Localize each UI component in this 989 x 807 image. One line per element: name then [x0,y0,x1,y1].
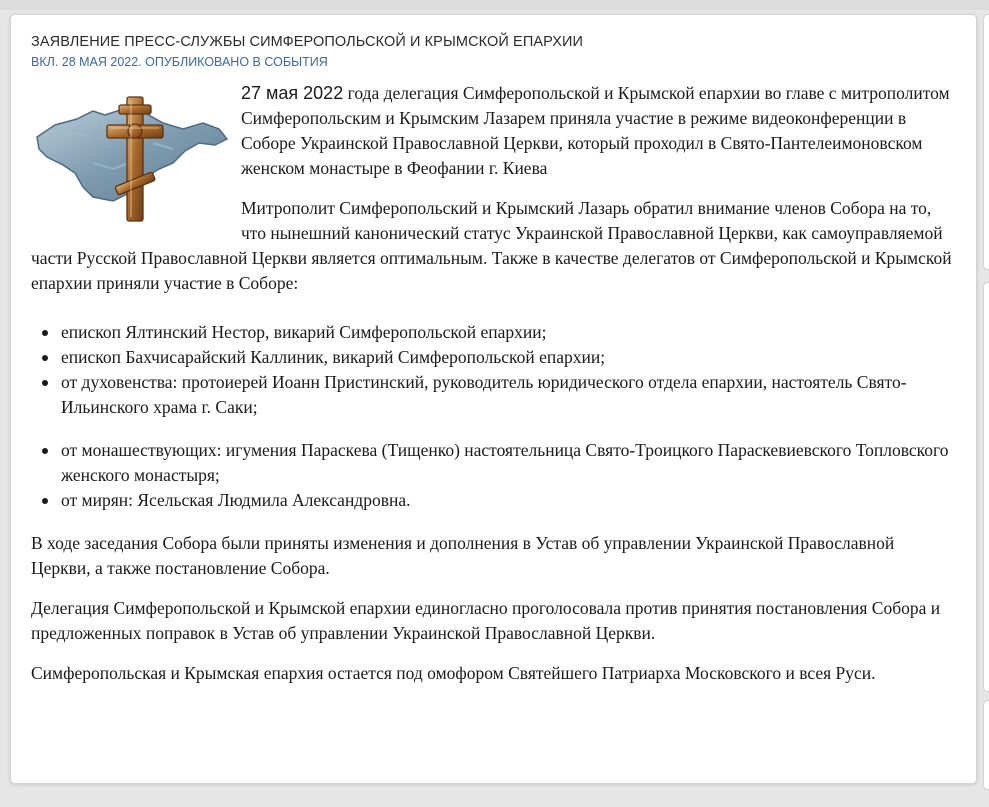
paragraph-statement: Митрополит Симферопольский и Крымский Лазарь обратил внимание членов Собора на то, что нынешний канонический статус Украинской Православной Церкви, как самоуправляемой части Русской Православной Церкви является оптимальным. Также в качестве делегатов от Симферопольской и Крымской епархии приняли участие в Соборе: [31,198,952,293]
list-item: от мирян: Ясельская Людмила Александровна. [31,488,956,513]
adjacent-card [983,282,989,692]
paragraph-conclusion: Симферопольская и Крымская епархия остается под омофором Святейшего Патриарха Московского и всея Руси. [31,663,876,683]
article-meta: ВКЛ. 28 МАЯ 2022. ОПУБЛИКОВАНО В СОБЫТИЯ [31,55,328,69]
crimea-map-with-orthodox-cross-icon [33,93,229,225]
lead-date: 27 мая 2022 [241,83,344,103]
adjacent-card [983,14,989,270]
list-item: от монашествующих: игумения Параскева (Тищенко) настоятельница Свято-Троицкого Параскевиевского Топловского женского монастыря; [31,438,956,488]
list-item: от духовенства: протоиерей Иоанн Пристинский, руководитель юридического отдела епархии, настоятель Свято-Ильинского храма г. Саки; [31,370,956,420]
paragraph-vote: Делегация Симферопольской и Крымской епархии единогласно проголосовала против принятия постановления Собора и предложенных поправок в Устав об управлении Украинской Православной Церкви. [31,598,941,643]
article-card [10,14,977,784]
list-item: епископ Бахчисарайский Каллиник, викарий Симферопольской епархии; [31,345,956,370]
list-item: епископ Ялтинский Нестор, викарий Симферопольской епархии; [31,320,956,345]
article-title[interactable]: ЗАЯВЛЕНИЕ ПРЕСС-СЛУЖБЫ СИМФЕРОПОЛЬСКОЙ И КРЫМСКОЙ ЕПАРХИИ [31,34,584,50]
delegates-list [31,320,956,513]
intro-text: года делегация Симферопольской и Крымской епархии во главе с митрополитом Симферопольским и Крымским Лазарем приняла участие в режиме видеоконференции в Соборе Украинской Православной Церкви, который проходил в Свято-Пантелеимоновском женском монастыре в Феофании г. Киева [241,83,950,178]
top-strip [0,0,989,10]
paragraph-changes: В ходе заседания Собора были приняты изменения и дополнения в Устав об управлении Украинской Православной Церкви, а также постановление Собора. [31,533,895,578]
adjacent-card [983,700,989,790]
article-body [31,81,956,686]
